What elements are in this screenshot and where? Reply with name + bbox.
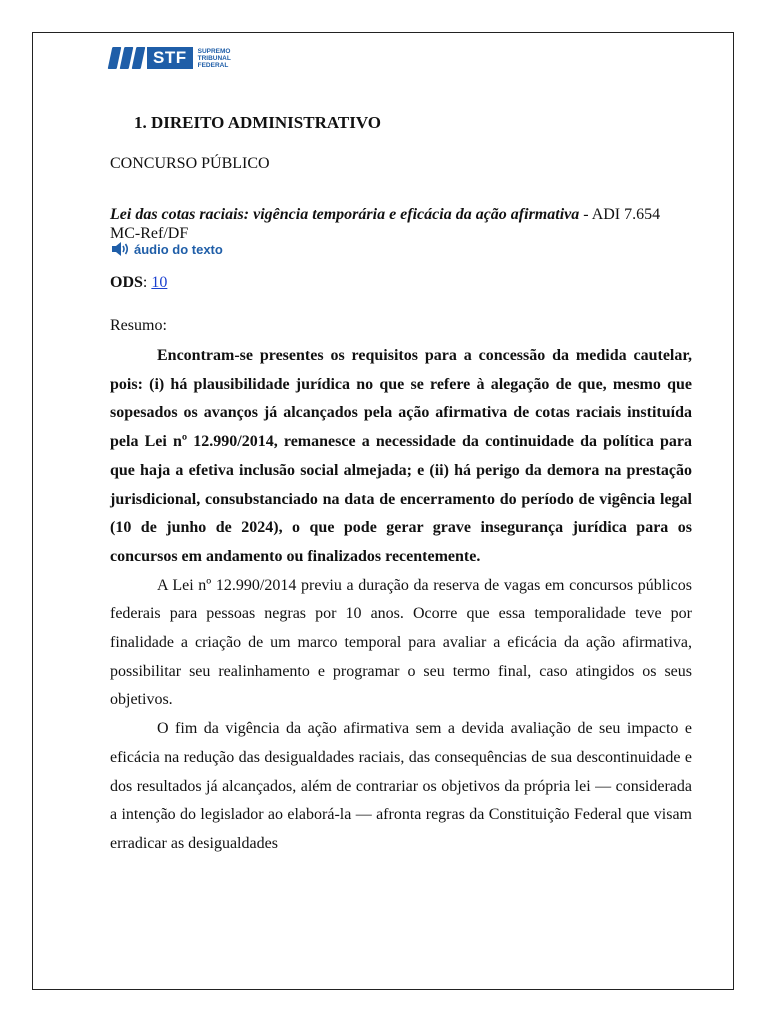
resumo-label: Resumo:: [110, 317, 167, 334]
summary-paragraph-3: O fim da vigência da ação afirmativa sem a devida avaliação de seu impacto e eficácia na redução das desigualdades raciais, das consequências de sua descontinuidade e dos resultados já alcançados, além de contrariar os objetivos da própria lei — considerada a intenção do legislador ao elaborá-la — afronta regras da Constituição Federal que visam erradicar as desigualdades: [110, 720, 692, 852]
case-headline: [110, 205, 694, 243]
logo-mark: STF: [147, 47, 193, 69]
ods-label: ODS: [110, 274, 143, 291]
speaker-icon: [110, 241, 130, 257]
summary-paragraph-1: Encontram-se presentes os requisitos para a concessão da medida cautelar, pois: (i) há plausibilidade jurídica no que se refere à alegação de que, mesmo que sopesados os avanços já alcançados pela ação afirmativa de cotas raciais instituída pela Lei nº 12.990/2014, remanesce a necessidade da continuidade da política para que haja a efetiva inclusão social almejada; e (ii) há perigo da demora na prestação jurisdicional, consubstanciado na data de encerramento do período de vigência legal (10 de junho de 2024), o que pode gerar grave insegurança jurídica para os concursos em andamento ou finalizados recentemente.: [110, 347, 692, 565]
audio-link-label: áudio do texto: [134, 241, 223, 257]
summary-body: [110, 342, 692, 859]
ods-line: ODS: 10: [110, 274, 168, 291]
summary-paragraph-2: A Lei nº 12.990/2014 previu a duração da reserva de vagas em concursos públicos federais para pessoas negras por 10 anos. Ocorre que essa temporalidade teve por finalidade a criação de um marco temporal para avaliar a eficácia da ação afirmativa, possibilitar seu realinhamento e programar o seu termo final, caso atingidos os seus objetivos.: [110, 576, 692, 709]
logo-org-name: SUPREMO TRIBUNAL FEDERAL: [197, 47, 231, 69]
audio-link[interactable]: [110, 241, 223, 257]
case-reference: - ADI 7.654 MC-Ref/DF: [110, 206, 661, 242]
section-title: 1. DIREITO ADMINISTRATIVO: [134, 113, 381, 132]
ods-link[interactable]: 10: [151, 274, 168, 291]
case-headline-title: Lei das cotas raciais: vigência temporária e eficácia da ação afirmativa: [110, 206, 580, 223]
subject-heading: CONCURSO PÚBLICO: [110, 155, 270, 172]
stf-logo: [110, 46, 231, 70]
logo-bars-icon: [110, 47, 143, 69]
